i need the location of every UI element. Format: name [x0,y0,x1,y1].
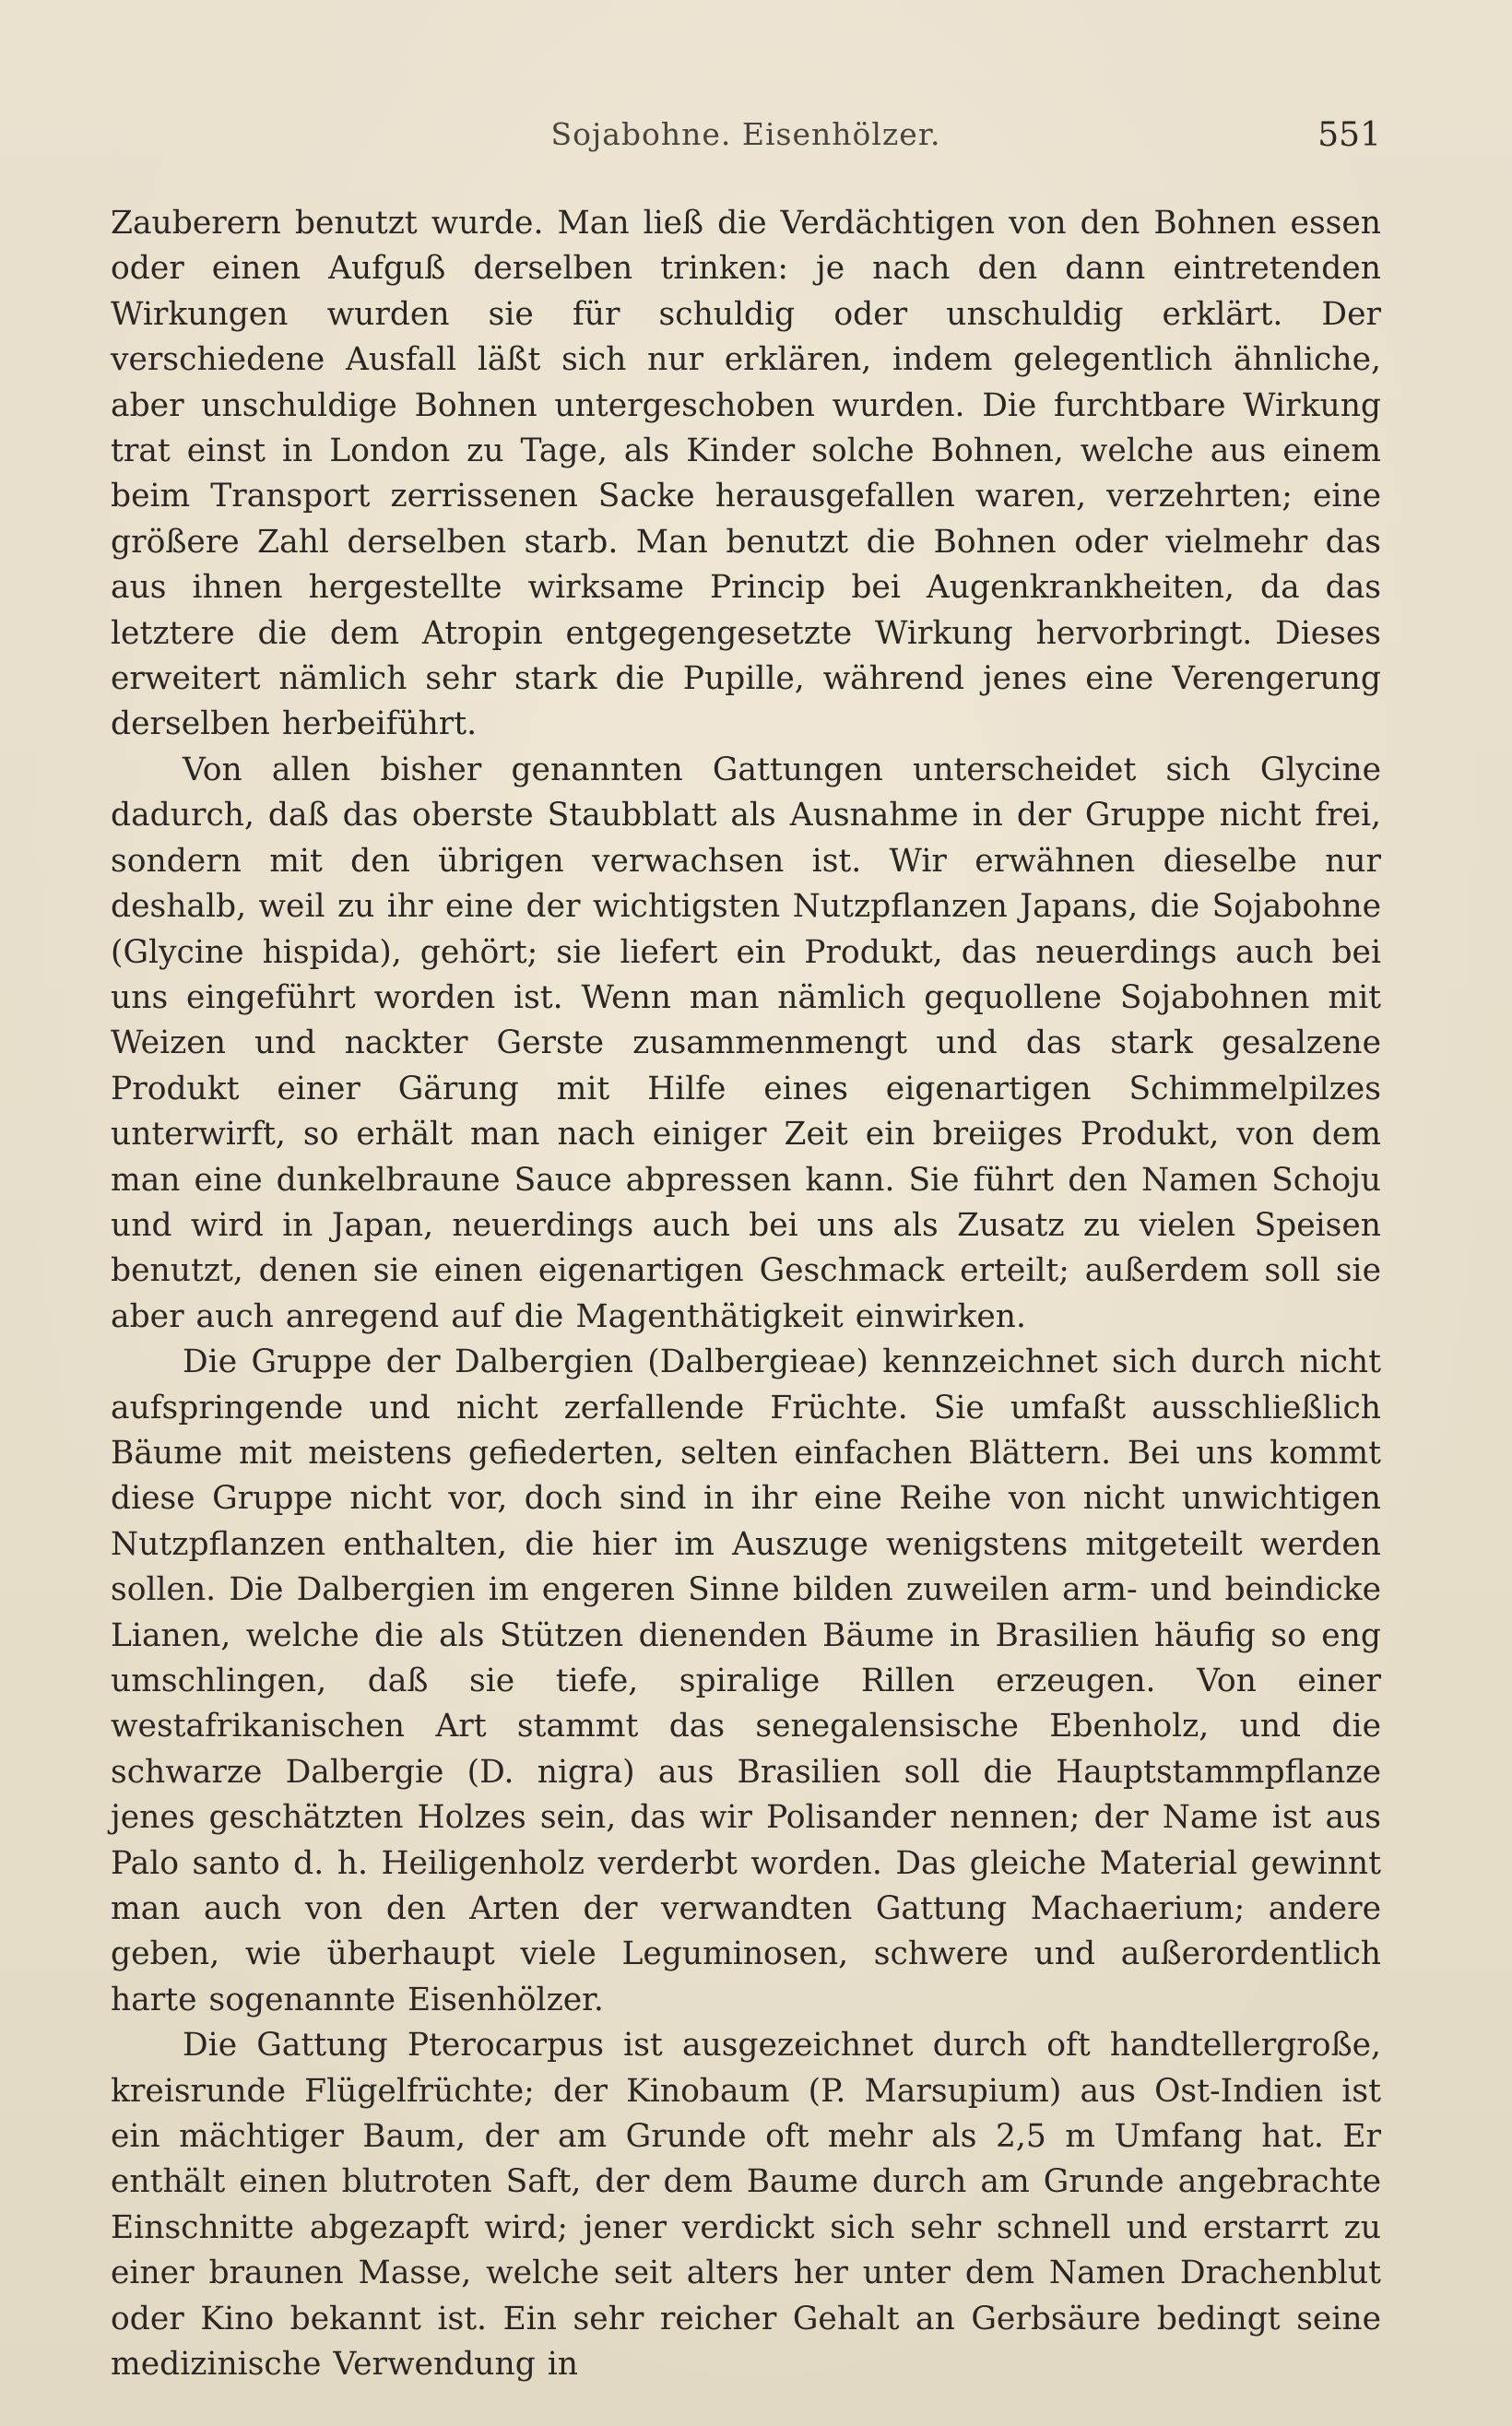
paragraph-glycine: Von allen bisher genannten Gattungen unterscheidet sich Glycine dadurch, daß das oberste Staubblatt als Ausnahme in der Gruppe nicht frei, sondern mit den übrigen verwachsen ist. Wir erwähnen dieselbe nur deshalb, weil zu ihr eine der wichtigsten Nutzpflanzen Japans, die Sojabohne (Glycine hispida), gehört; sie liefert ein Produkt, das neuerdings auch bei uns eingeführt worden ist. Wenn man nämlich gequollene Sojabohnen mit Weizen und nackter Gerste zusammenmengt und das stark gesalzene Produkt einer Gärung mit Hilfe eines eigenartigen Schimmelpilzes unterwirft, so erhält man nach einiger Zeit ein breiiges Produkt, von dem man eine dunkelbraune Sauce abpressen kann. Sie führt den Namen Schoju und wird in Japan, neuerdings auch bei uns als Zusatz zu vielen Speisen benutzt, denen sie einen eigenartigen Geschmack erteilt; außerdem soll sie aber auch anregend auf die Magenthätigkeit einwirken. [111,751,1381,1335]
paragraph-dalbergieae: Die Gruppe der Dalbergien (Dalbergieae) kennzeichnet sich durch nicht aufspringende und nicht zerfallende Früchte. Sie umfaßt ausschließlich Bäume mit meistens gefiederten, selten einfachen Blättern. Bei uns kommt diese Gruppe nicht vor, doch sind in ihr eine Reihe von nicht unwichtigen Nutzpflanzen enthalten, die hier im Auszuge wenigstens mitgeteilt werden sollen. Die Dalbergien im engeren Sinne bilden zuweilen arm- und beindicke Lianen, welche die als Stützen dienenden Bäume in Brasilien häufig so eng umschlingen, daß sie tiefe, spiralige Rillen erzeugen. Von einer westafrikanischen Art stammt das senegalensische Ebenholz, und die schwarze Dalbergie (D. nigra) aus Brasilien soll die Hauptstammpflanze jenes geschätzten Holzes sein, das wir Polisander nennen; der Name ist aus Palo santo d. h. Heiligenholz verderbt worden. Das gleiche Material gewinnt man auch von den Arten der verwandten Gattung Machaerium; andere geben, wie überhaupt viele Leguminosen, schwere und außerordentlich harte sogenannte Eisenhölzer. [111,1343,1381,2018]
page-title: Sojabohne. Eisenhölzer. [550,116,941,152]
running-head [111,116,1381,162]
body-text [111,201,1381,2388]
paragraph-continuation: Zauberern benutzt wurde. Man ließ die Verdächtigen von den Bohnen essen oder einen Aufguß derselben trinken: je nach den dann eintretenden Wirkungen wurden sie für schuldig oder unschuldig erklärt. Der verschiedene Ausfall läßt sich nur erklären, indem gelegentlich ähnliche, aber unschuldige Bohnen untergeschoben wurden. Die furchtbare Wirkung trat einst in London zu Tage, als Kinder solche Bohnen, welche aus einem beim Transport zerrissenen Sacke herausgefallen waren, verzehrten; eine größere Zahl derselben starb. Man benutzt die Bohnen oder vielmehr das aus ihnen hergestellte wirksame Princip bei Augenkrankheiten, da das letztere die dem Atropin entgegengesetzte Wirkung hervorbringt. Dieses erweitert nämlich sehr stark die Pupille, während jenes eine Verengerung derselben herbeiführt. [111,205,1381,743]
paragraph-pterocarpus: Die Gattung Pterocarpus ist ausgezeichnet durch oft handtellergroße, kreisrunde Flügelfrüchte; der Kinobaum (P. Marsupium) aus Ost-Indien ist ein mächtiger Baum, der am Grunde oft mehr als 2,5 m Umfang hat. Er enthält einen blutroten Saft, der dem Baume durch am Grunde angebrachte Einschnitte abgezapft wird; jener verdickt sich sehr schnell und erstarrt zu einer braunen Masse, welche seit alters her unter dem Namen Drachenblut oder Kino bekannt ist. Ein sehr reicher Gehalt an Gerbsäure bedingt seine medizinische Verwendung in [111,2027,1381,2384]
page-number: 551 [1317,116,1381,154]
